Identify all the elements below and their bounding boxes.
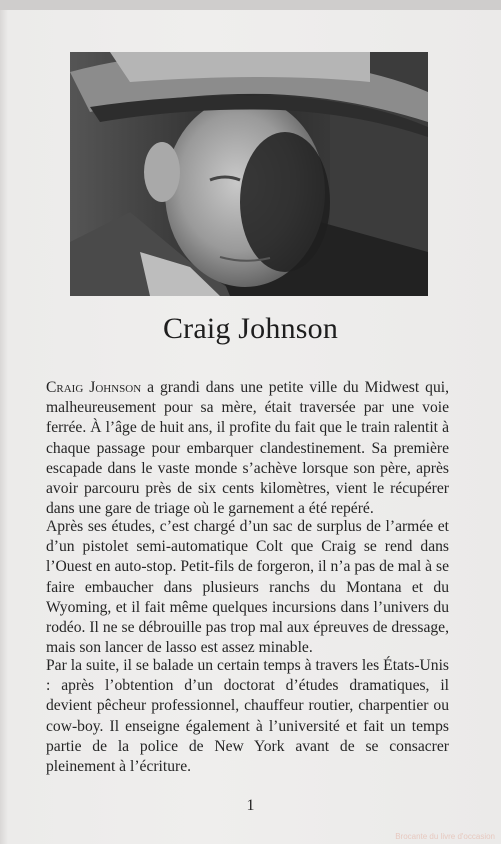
author-name-heading: Craig Johnson xyxy=(162,312,339,345)
author-portrait-image xyxy=(70,52,428,296)
watermark: Brocante du livre d'occasion xyxy=(395,832,495,841)
bio-lead-name: Craig Johnson xyxy=(46,379,142,396)
bio-paragraph-1-text: a grandi dans une petite ville du Midwest qui, malheureusement pour sa mère, était traversée par une voie ferrée. À l’âge de huit ans, il profite du fait que le train ralentit à chaque passage pour embarquer clandestinement. Sa première escapade dans le vaste monde s’achève lorsque son père, après avoir parcouru près de six cents kilomètres, vient le récupérer dans une gare de triage où le garnement a été repéré. xyxy=(46,379,449,518)
bio-paragraph-3: Par la suite, il se balade un certain temps à travers les États-Unis : après l’obtention d’un doctorat d’études dramatiques, il devient pêcheur professionnel, chauffeur routier, charpentier ou cow-boy. Il enseigne également à l’université et fait un temps partie de la police de New York avant de se consacrer pleinement à l’écriture. xyxy=(46,657,449,776)
bio-paragraph-2: Après ses études, c’est chargé d’un sac de surplus de l’armée et d’un pistolet semi-automatique Colt que Craig se rend dans l’Ouest en auto-stop. Petit-fils de forgeron, il n’a pas de mal à se faire embaucher dans plusieurs ranchs du Montana et du Wyoming, et il fait même quelques incursions dans l’univers du rodéo. Il ne se débrouille pas trop mal aux épreuves de dressage, mais son lancer de lasso est assez minable. xyxy=(46,518,449,657)
bio-paragraph-1 xyxy=(46,378,449,519)
page-number: 1 xyxy=(246,797,255,814)
page-top-edge xyxy=(0,0,501,10)
author-photo xyxy=(70,52,428,296)
